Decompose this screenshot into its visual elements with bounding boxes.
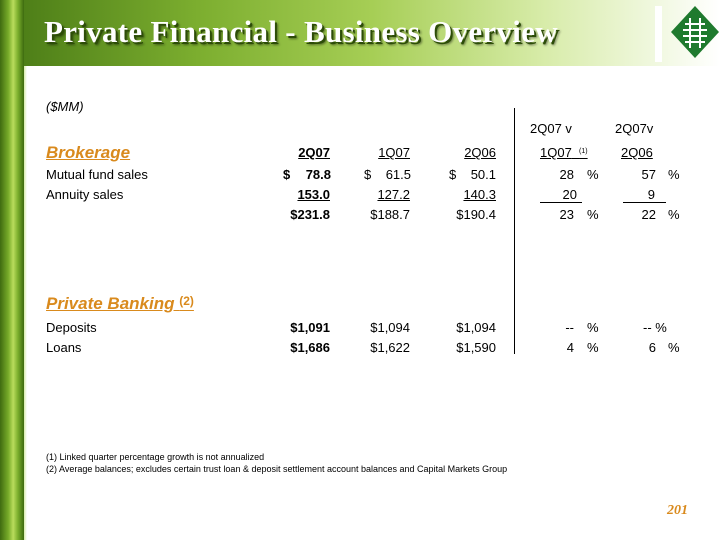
yoy-header-top: 2Q07v: [615, 121, 654, 136]
col-header-2q06: 2Q06: [464, 145, 496, 160]
page-title: Private Financial - Business Overview: [44, 14, 558, 49]
cell-mutual-qoq: 28: [559, 167, 574, 182]
cell-deposits-2q07: $1,091: [290, 320, 330, 335]
cell-deposits-yoy: -- %: [643, 320, 667, 335]
cell-total-2q06: $190.4: [456, 207, 496, 222]
section-title-brokerage: Brokerage: [46, 143, 131, 162]
company-logo-icon: [669, 4, 720, 60]
cell-loans-2q07: $1,686: [290, 340, 330, 355]
cell-total-qoq-pct: %: [587, 207, 599, 222]
cell-loans-2q06: $1,590: [456, 340, 496, 355]
footnote-1: (1) Linked quarter percentage growth is not annualized: [46, 452, 265, 462]
yoy-subtotal-rule: [623, 202, 666, 203]
cell-mutual-yoy-pct: %: [668, 167, 680, 182]
row-label-mutual-fund-sales: Mutual fund sales: [46, 167, 148, 182]
section-title-private-banking: Private Banking $^{(2)}$: [46, 294, 194, 313]
col-header-1q07: 1Q07: [378, 145, 410, 160]
cell-annuity-1q07: 127.2: [377, 187, 410, 202]
units-label: ($MM): [46, 99, 84, 114]
cell-total-2q07: $231.8: [290, 207, 330, 222]
cell-deposits-2q06: $1,094: [456, 320, 496, 335]
cell-annuity-2q06: 140.3: [463, 187, 496, 202]
cell-annuity-yoy: 9: [647, 187, 655, 202]
cell-loans-yoy: 6: [648, 340, 656, 355]
row-label-loans: Loans: [46, 340, 82, 355]
cell-deposits-1q07: $1,094: [370, 320, 410, 335]
cell-mutual-yoy: 57: [641, 167, 656, 182]
cell-total-yoy: 22: [641, 207, 656, 222]
cell-total-qoq: 23: [559, 207, 574, 222]
cell-loans-1q07: $1,622: [370, 340, 410, 355]
cell-total-yoy-pct: %: [668, 207, 680, 222]
qoq-header-bottom: 1Q07 $^{(1)}$: [540, 145, 588, 160]
cell-total-1q07: $188.7: [370, 207, 410, 222]
cell-annuity-2q07: 153.0: [297, 187, 330, 202]
cell-deposits-qoq: --: [565, 320, 574, 335]
qoq-subtotal-rule: [540, 202, 582, 203]
table-divider-line: [514, 108, 515, 354]
cell-loans-qoq: 4: [566, 340, 574, 355]
page-number: 201: [667, 503, 688, 518]
qoq-header-top: 2Q07 v: [530, 121, 572, 136]
cell-mutual-qoq-pct: %: [587, 167, 599, 182]
col-header-2q07: 2Q07: [298, 145, 330, 160]
yoy-header-bottom: 2Q06: [621, 145, 653, 160]
cell-annuity-qoq: 20: [562, 187, 577, 202]
cell-loans-yoy-pct: %: [668, 340, 680, 355]
cell-loans-qoq-pct: %: [587, 340, 599, 355]
left-accent-bar: [0, 0, 24, 540]
cell-deposits-qoq-pct: %: [587, 320, 599, 335]
footnote-2: (2) Average balances; excludes certain trust loan & deposit settlement account balances and Capital Markets Group: [46, 464, 508, 474]
row-label-deposits: Deposits: [46, 320, 97, 335]
row-label-annuity-sales: Annuity sales: [46, 187, 124, 202]
logo-divider: [655, 6, 662, 62]
